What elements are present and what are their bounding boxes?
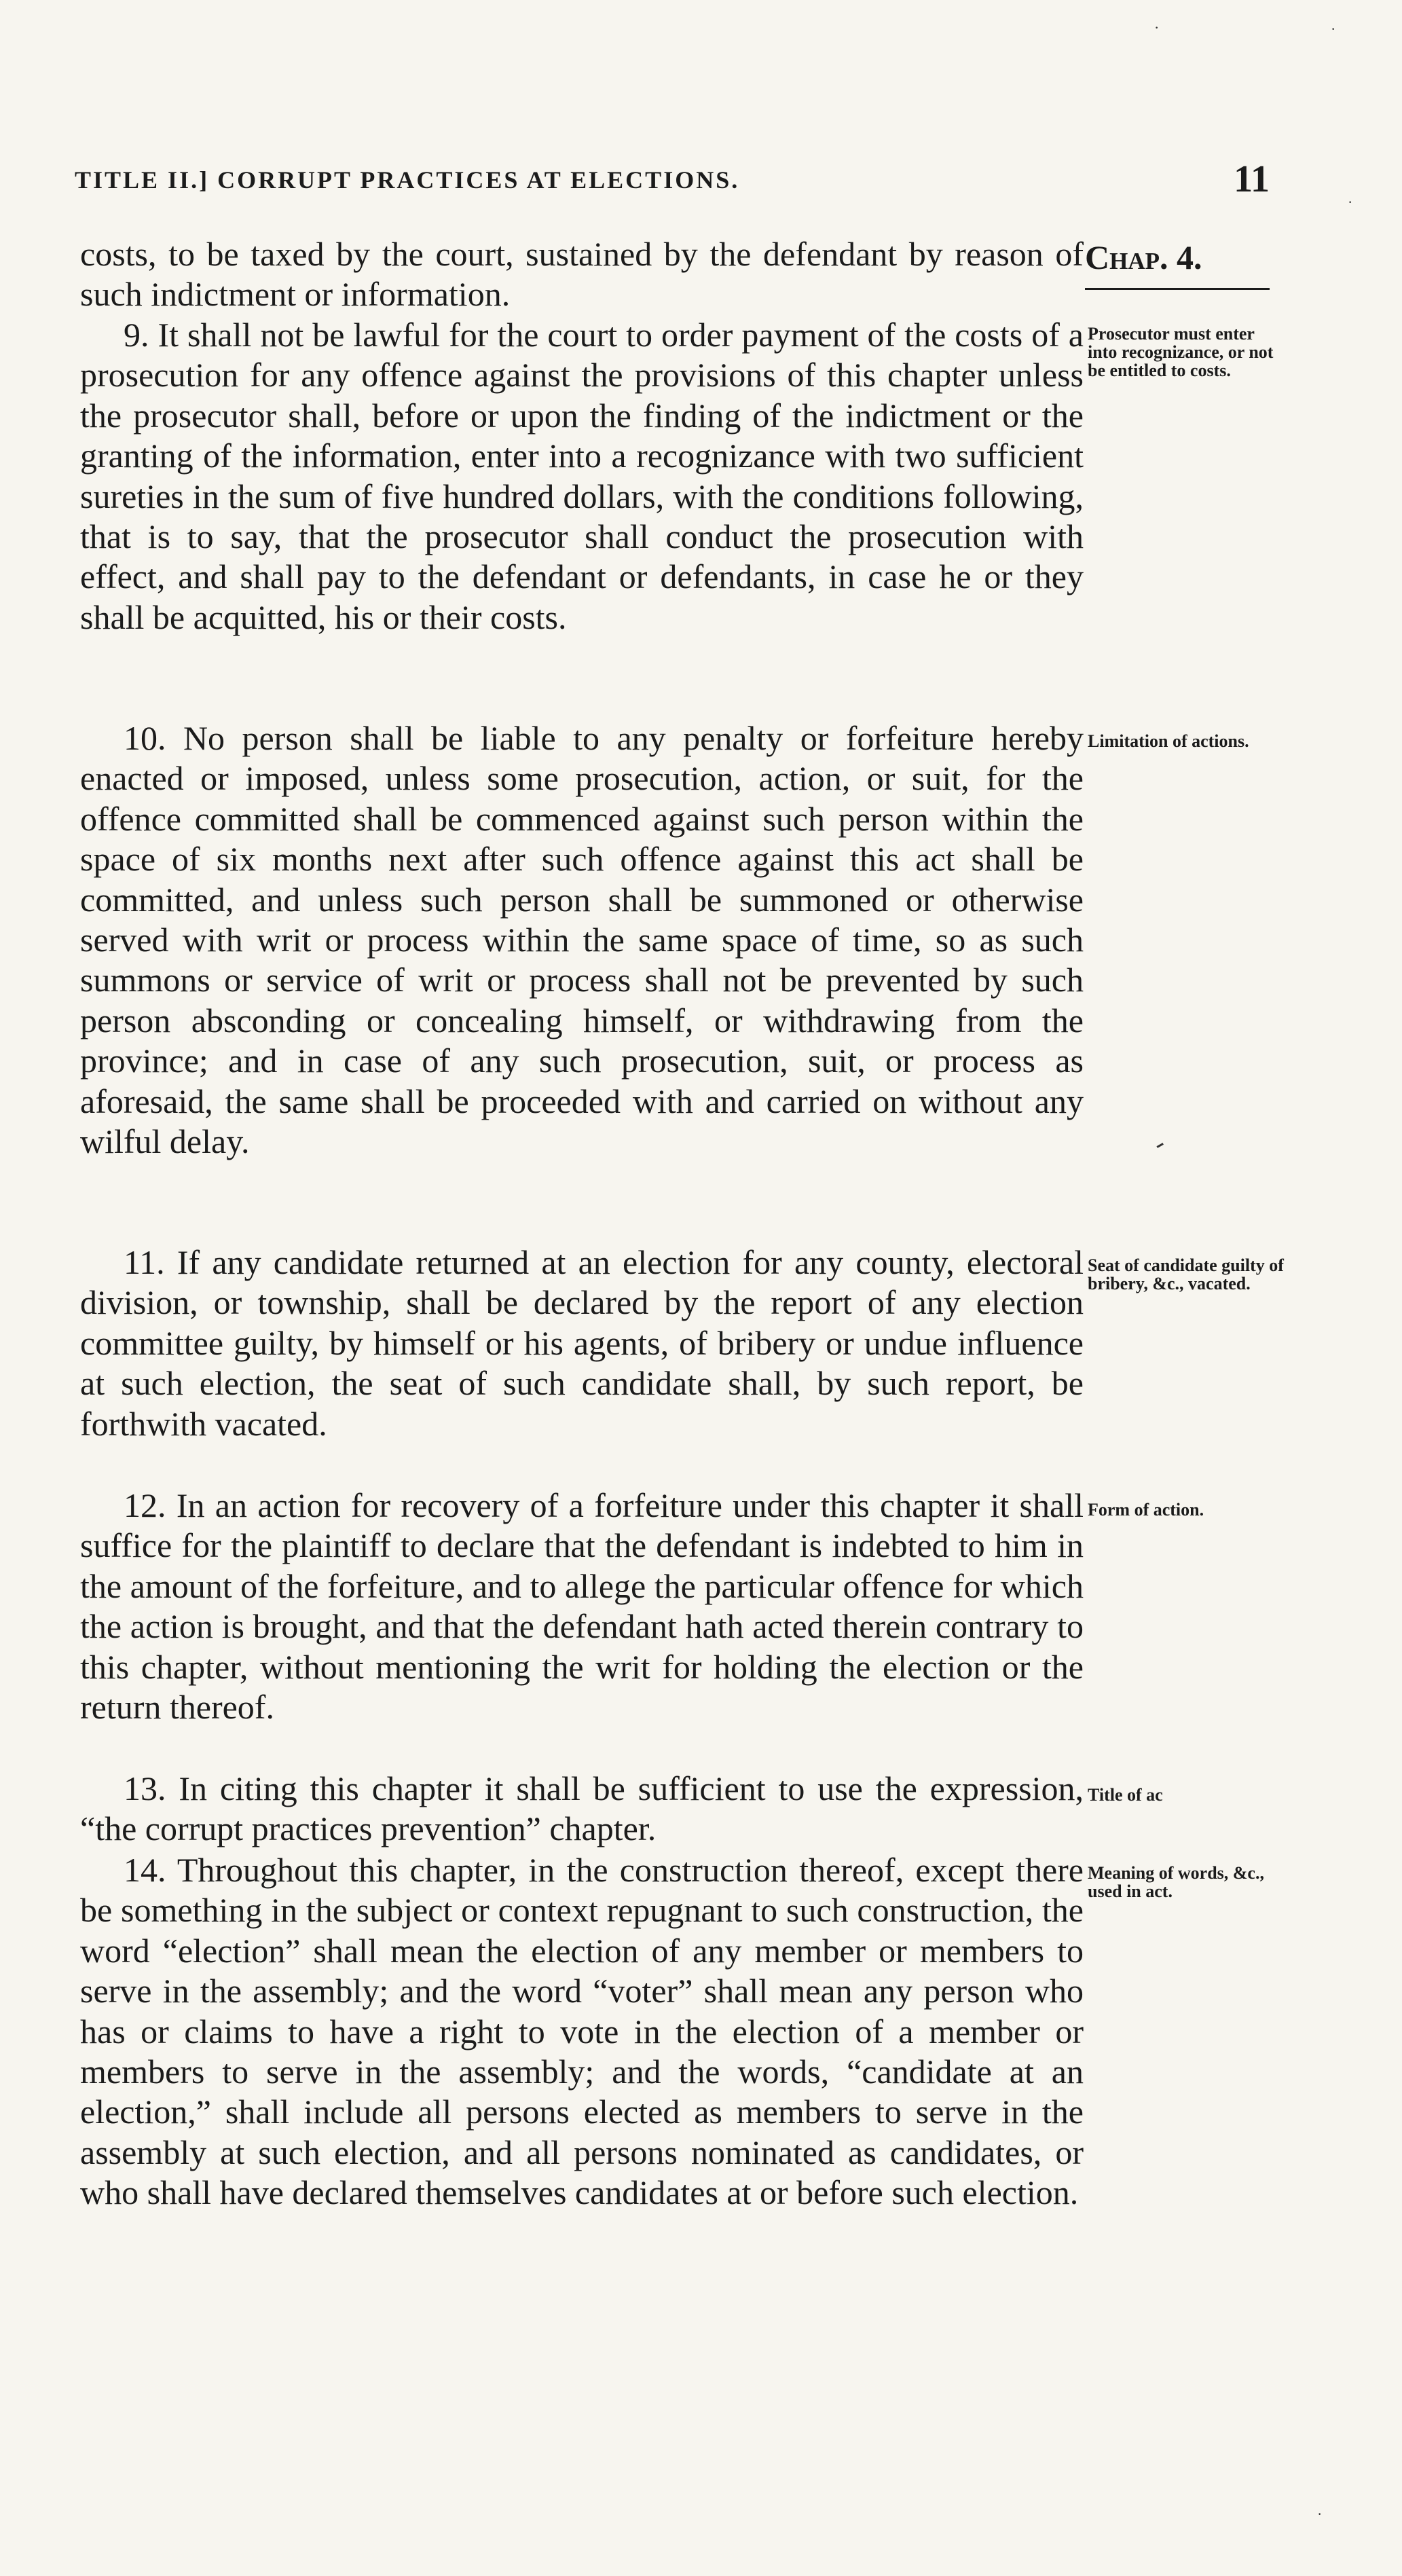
- section-11-paragraph: [80, 1243, 1084, 1444]
- section-9-number: 9.: [124, 316, 149, 354]
- opening-text: costs, to be taxed by the court, sustained by the defendant by reason of such indictment or information.: [80, 235, 1084, 314]
- section-11-number: 11.: [124, 1243, 165, 1281]
- section-12-number: 12.: [124, 1486, 166, 1524]
- running-header: [75, 158, 1270, 205]
- section-12-text: In an action for recovery of a forfeiture under this chapter it shall suffice for the plaintiff to declare that the defendant is indebted to him in the amount of the forfeiture, and to allege the particular offence for which the action is brought, and that the defendant hath acted therein contrary to this chapter, without mentioning the writ for holding the election or the return thereof.: [80, 1486, 1084, 1727]
- section-11-text: If any candidate returned at an election for any county, electoral division, or township, shall be declared by the report of any election committee guilty, by himself or his agents, of bribery or undue influence at such election, the seat of such candidate shall, by such report, be forthwith vacated.: [80, 1243, 1084, 1443]
- marginal-note-12: Form of action.: [1088, 1500, 1204, 1520]
- section-12-paragraph: [80, 1486, 1084, 1727]
- chapter-marker: Chap. 4.: [1085, 238, 1202, 276]
- marginal-note-11: Seat of candidate guilty of bribery, &c., vacated.: [1088, 1255, 1284, 1293]
- section-10-paragraph: [80, 718, 1084, 1162]
- running-title: TITLE II.] CORRUPT PRACTICES AT ELECTIONS.: [75, 166, 740, 194]
- marginal-note-9: Prosecutor must enter into recognizance, or not be entitled to costs.: [1088, 324, 1274, 380]
- print-mark: ‐: [1147, 1127, 1170, 1159]
- section-13-text: In citing this chapter it shall be sufficient to use the expression, “the corrupt practices prevention” chapter.: [80, 1769, 1084, 1848]
- marginal-note-14: Meaning of words, &c., used in act.: [1088, 1863, 1264, 1901]
- section-14-paragraph: [80, 1850, 1084, 2213]
- print-speck: ·: [1348, 194, 1353, 210]
- section-9-text: It shall not be lawful for the court to order payment of the costs of a prosecution for any offence against the provisions of this chapter unless the prosecutor shall, before or upon the finding of the indictment or the granting of the information, enter into a recognizance with two sufficient sureties in the sum of five hundred dollars, with the conditions following, that is to say, that the prosecutor shall conduct the prosecution with effect, and shall pay to the defendant or defendants, in case he or they shall be acquitted, his or their costs.: [80, 316, 1084, 636]
- section-9-paragraph: [80, 315, 1084, 638]
- section-14: [80, 1850, 1084, 2213]
- print-speck: ·: [1317, 2505, 1323, 2522]
- page-number: 11: [1234, 158, 1270, 200]
- chapter-rule: [1085, 288, 1270, 290]
- opening-paragraph: [80, 234, 1084, 315]
- section-10-text: No person shall be liable to any penalty or forfeiture hereby enacted or imposed, unless some prosecution, action, or suit, for the offence committed shall be commenced against such person within the space of six months next after such offence against this act shall be committed, and unless such person shall be summoned or otherwise served with writ or process within the same space of time, so as such summons or service of writ or process shall not be prevented by such person absconding or concealing himself, or withdrawing from the province; and in case of any such prosecution, suit, or process as aforesaid, the same shall be proceeded with and carried on without any wilful delay.: [80, 719, 1084, 1161]
- section-13-number: 13.: [124, 1769, 166, 1807]
- marginal-note-13: Title of ac: [1088, 1785, 1163, 1805]
- section-14-number: 14.: [124, 1851, 166, 1889]
- section-12: [80, 1486, 1084, 1727]
- section-14-text: Throughout this chapter, in the construction thereof, except there be something in the subject or context repugnant to such construction, the word “election” shall mean the election of any member or members to serve in the assembly; and the word “voter” shall mean any person who has or claims to have a right to vote in the election of a member or members to serve in the assembly; and the words, “candidate at an election,” shall include all persons elected as members to serve in the assembly at such election, and all persons nominated as candidates, or who shall have declared themselves candidates at or before such election.: [80, 1851, 1084, 2212]
- section-13: [80, 1769, 1084, 1850]
- section-10: [80, 718, 1084, 1162]
- section-11: [80, 1243, 1084, 1444]
- marginal-note-10: Limitation of actions.: [1088, 731, 1249, 751]
- section-10-number: 10.: [124, 719, 166, 757]
- section-13-paragraph: [80, 1769, 1084, 1850]
- print-speck: ·: [1331, 20, 1336, 37]
- print-speck: ·: [1154, 19, 1160, 36]
- section-9: [80, 315, 1084, 638]
